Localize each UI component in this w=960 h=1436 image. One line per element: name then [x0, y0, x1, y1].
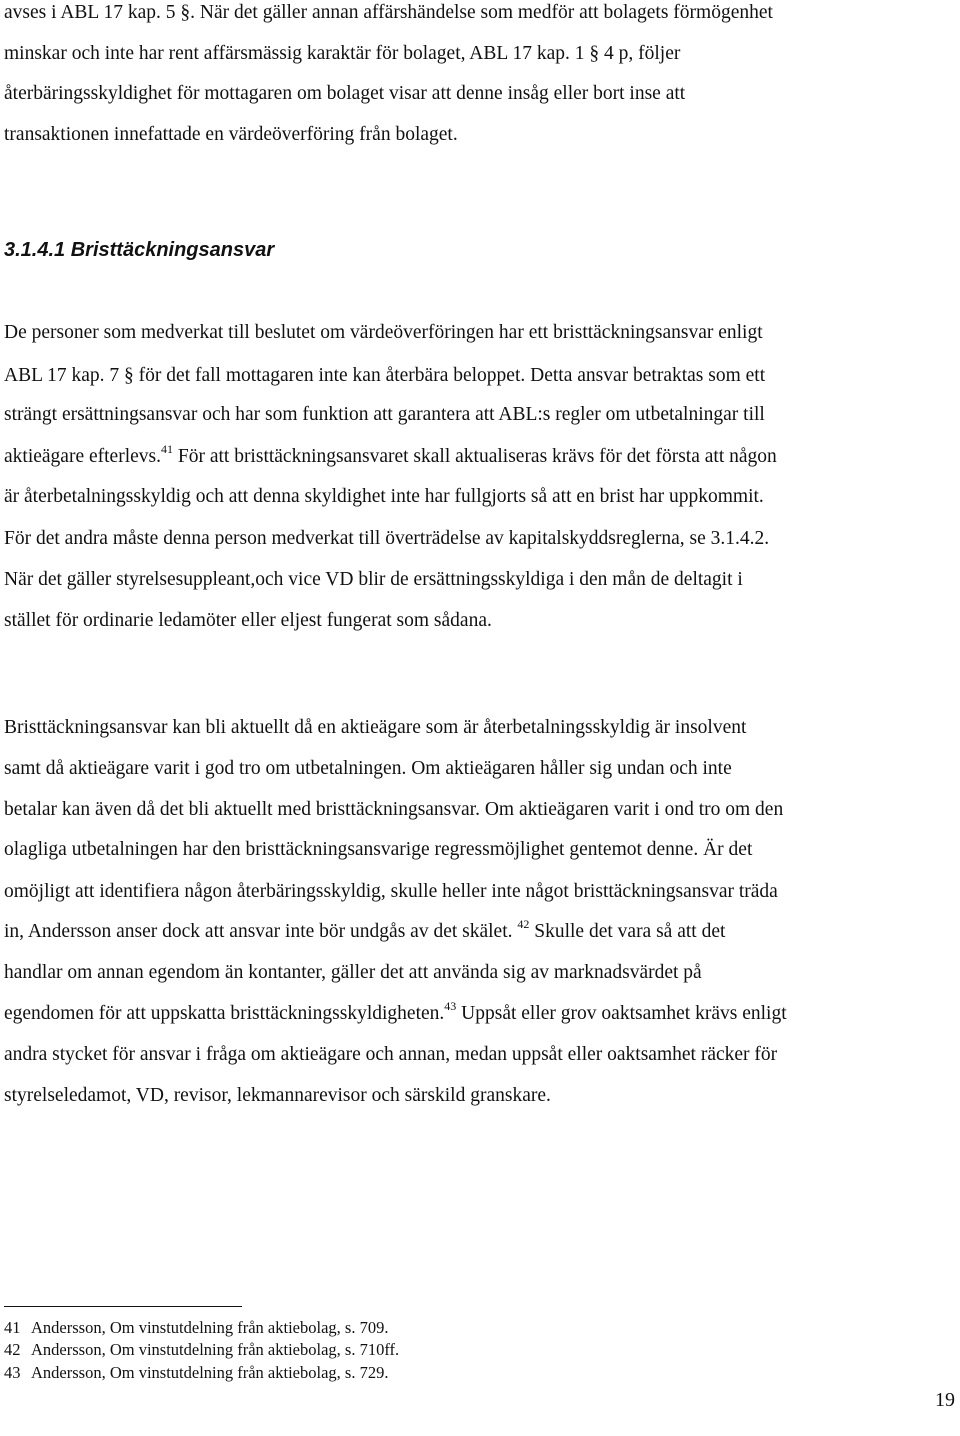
text-line: handlar om annan egendom än kontanter, gäller det att använda sig av marknadsvärdet på — [4, 962, 702, 983]
text-line: De personer som medverkat till beslutet om värdeöverföringen har ett bristtäckningsansvar enligt — [4, 322, 763, 343]
footnote-number: 42 — [4, 1340, 21, 1359]
text-line: ABL 17 kap. 7 § för det fall mottagaren inte kan återbära beloppet. Detta ansvar betraktas som ett — [4, 365, 766, 386]
text-line: andra stycket för ansvar i fråga om aktieägare och annan, medan uppsåt eller oaktsamhet räcker för — [4, 1044, 778, 1065]
page-number: 19 — [935, 1389, 955, 1411]
text-line: För det andra måste denna person medverkat till överträdelse av kapitalskyddsreglerna, se 3.1.4.2. — [4, 528, 770, 549]
text-line — [4, 442, 777, 467]
text-line: återbäringsskyldighet för mottagaren om bolaget visar att denne insåg eller bort inse att — [4, 83, 686, 104]
footnote-text: Andersson, Om vinstutdelning från aktiebolag, s. 710ff. — [31, 1340, 400, 1359]
text-line: betalar kan även då det bli aktuellt med bristtäckningsansvar. Om aktieägaren varit i ond tro om den — [4, 799, 784, 820]
section-heading: 3.1.4.1 Bristtäckningsansvar — [4, 239, 275, 261]
footnote-43 — [4, 1365, 388, 1382]
text-segment: in, Andersson anser dock att ansvar inte bör undgås av det skälet. — [4, 921, 518, 942]
text-line: avses i ABL 17 kap. 5 §. När det gäller annan affärshändelse som medför att bolagets förmögenhet — [4, 2, 773, 23]
text-segment: Uppsåt eller grov oaktsamhet krävs enligt — [456, 1003, 787, 1024]
text-line: samt då aktieägare varit i god tro om utbetalningen. Om aktieägaren håller sig undan och inte — [4, 758, 732, 779]
footnote-text: Andersson, Om vinstutdelning från aktiebolag, s. 709. — [31, 1318, 389, 1337]
text-line: transaktionen innefattade en värdeöverföring från bolaget. — [4, 124, 458, 145]
text-line — [4, 917, 726, 942]
text-line: stället för ordinarie ledamöter eller eljest fungerat som sådana. — [4, 610, 492, 631]
text-line: minskar och inte har rent affärsmässig karaktär för bolaget, ABL 17 kap. 1 § 4 p, följer — [4, 43, 681, 64]
footnote-42 — [4, 1342, 399, 1359]
text-segment: För att bristtäckningsansvaret skall aktualiseras krävs för det första att någon — [172, 446, 777, 467]
footnote-ref-42[interactable]: 42 — [517, 917, 530, 931]
footnote-divider — [4, 1306, 242, 1307]
footnote-text: Andersson, Om vinstutdelning från aktiebolag, s. 729. — [31, 1363, 389, 1382]
footnote-ref-43[interactable]: 43 — [444, 999, 457, 1013]
text-segment: egendomen för att uppskatta bristtäckningsskyldigheten. — [4, 1003, 445, 1024]
text-line: omöjligt att identifiera någon återbäringsskyldig, skulle heller inte något bristtäckningsansvar träda — [4, 881, 778, 902]
footnote-number: 41 — [4, 1318, 21, 1337]
text-line: Bristtäckningsansvar kan bli aktuellt då en aktieägare som är återbetalningsskyldig är insolvent — [4, 717, 747, 738]
text-segment: Skulle det vara så att det — [529, 921, 726, 942]
text-line: är återbetalningsskyldig och att denna skyldighet inte har fullgjorts så att en brist har uppkommit. — [4, 486, 764, 507]
text-line: olagliga utbetalningen har den bristtäckningsansvarige regressmöjlighet gentemot denne. Är det — [4, 839, 753, 860]
text-segment: aktieägare efterlevs. — [4, 446, 161, 467]
footnote-41 — [4, 1320, 388, 1337]
text-line: strängt ersättningsansvar och har som funktion att garantera att ABL:s regler om utbetalningar till — [4, 404, 765, 425]
footnote-ref-41[interactable]: 41 — [160, 442, 173, 456]
text-line: När det gäller styrelsesuppleant,och vice VD blir de ersättningsskyldiga i den mån de deltagit i — [4, 569, 743, 590]
text-line — [4, 999, 787, 1024]
footnote-number: 43 — [4, 1363, 21, 1382]
text-line: styrelseledamot, VD, revisor, lekmannarevisor och särskild granskare. — [4, 1085, 551, 1106]
